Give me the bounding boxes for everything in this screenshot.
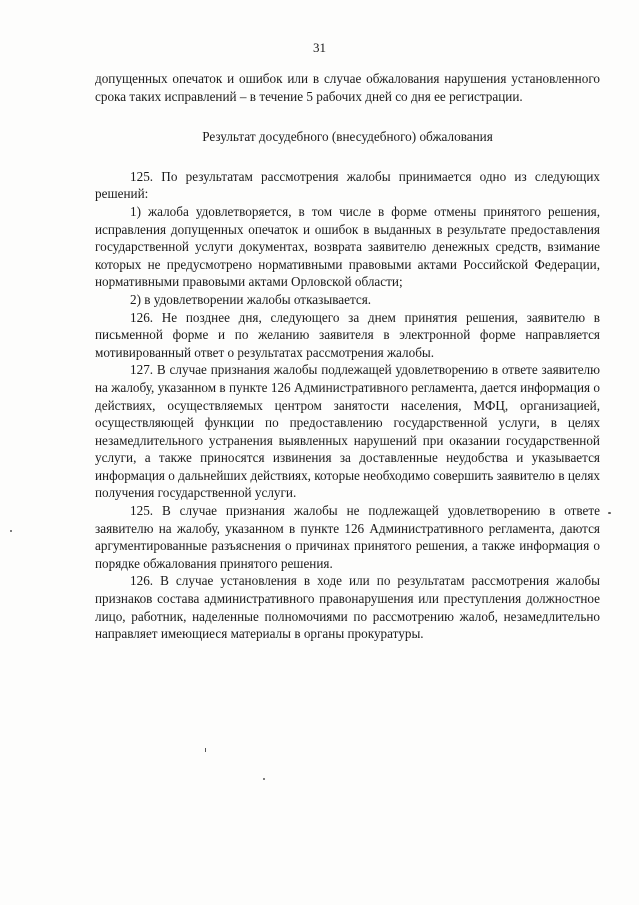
page-number: 31 <box>313 40 326 55</box>
document-body <box>95 70 600 643</box>
decision-option-1: 1) жалоба удовлетворяется, в том числе в форме отмены принятого решения, исправления допущенных опечаток и ошибок в выданных в результате предоставления государственной услуги документах, возврата заявителю денежных средств, взимание которых не предусмотрено нормативными правовыми актами Российской Федерации, нормативными правовыми актами Орловской области; <box>95 203 600 290</box>
decision-option-2: 2) в удовлетворении жалобы отказывается. <box>130 291 372 307</box>
scan-speck <box>10 530 12 532</box>
section-title: Результат досудебного (внесудебного) обжалования <box>202 129 493 145</box>
paragraph-125-rejected: 125. В случае признания жалобы не подлежащей удовлетворению в ответе заявителю на жалобу, указанном в пункте 126 Административного регламента, даются аргументированные разъяснения о причинах принятого решения, а также информация о порядке обжалования принятого решения. <box>95 503 600 571</box>
paragraph-127-satisfied: 127. В случае признания жалобы подлежащей удовлетворению в ответе заявителю на жалобу, указанном в пункте 126 Административного регламента, дается информация о действиях, осуществляемых центром занятости населения, МФЦ, организацией, осуществляющей функции по предоставлению государственной услуги, в целях незамедлительного устранения выявленных нарушений при оказании государственной услуги, а также приносятся извинения за доставленные неудобства и указывается информация о дальнейших действиях, которые необходимо совершить заявителю в целях получения государственной услуги. <box>95 362 600 501</box>
intro-paragraph: допущенных опечаток и ошибок или в случае обжалования нарушения установленного срока таких исправлений – в течение 5 рабочих дней со дня ее регистрации. <box>95 71 600 104</box>
scan-speck <box>608 512 611 514</box>
paragraph-126-prosecution: 126. В случае установления в ходе или по результатам рассмотрения жалобы признаков состава административного правонарушения или преступления должностное лицо, работник, наделенные полномочиями по рассмотрению жалоб, незамедлительно направляет имеющиеся материалы в органы прокуратуры. <box>95 573 600 642</box>
paragraph-126-response: 126. Не позднее дня, следующего за днем принятия решения, заявителю в письменной форме и по желанию заявителя в электронной форме направляется мотивированный ответ о результатах рассмотрения жалобы. <box>95 309 600 360</box>
scan-speck <box>263 778 265 780</box>
scan-speck <box>205 748 206 752</box>
paragraph-125-decisions: 125. По результатам рассмотрения жалобы принимается одно из следующих решений: <box>95 168 600 202</box>
